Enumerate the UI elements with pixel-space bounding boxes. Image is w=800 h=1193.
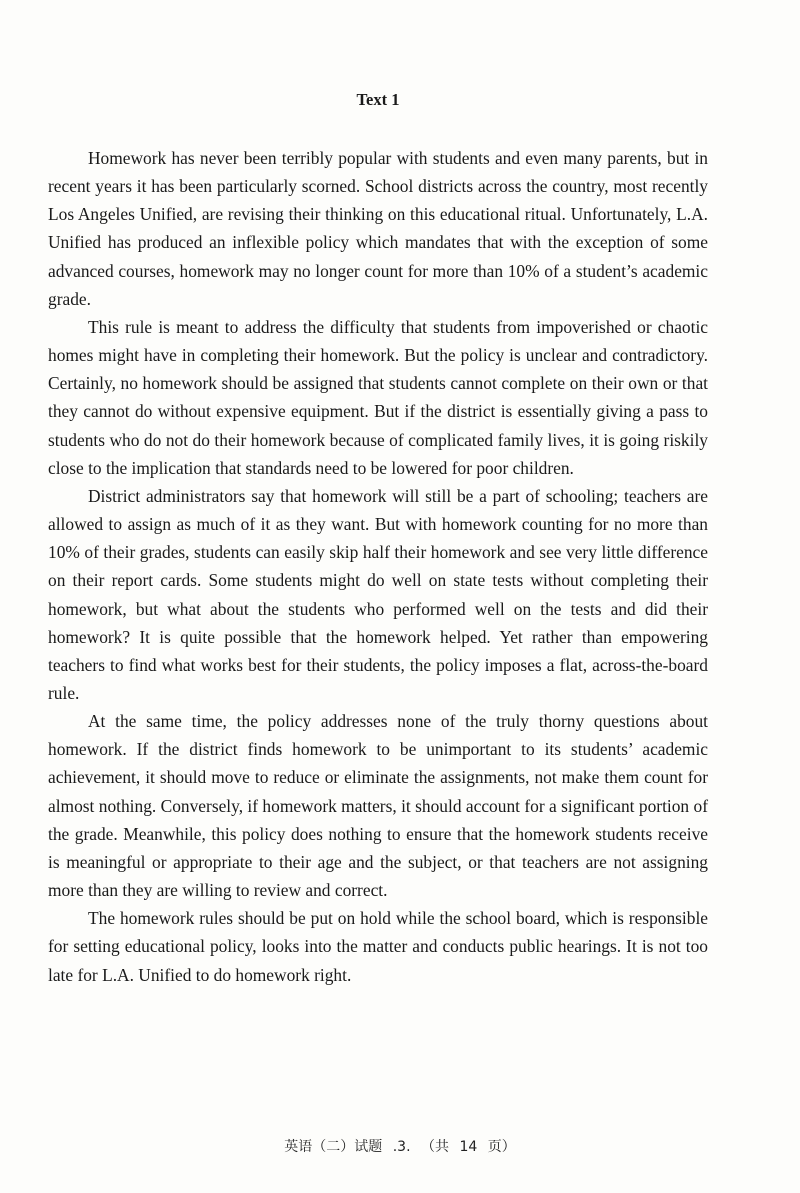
paragraph-4: At the same time, the policy addresses none of the truly thorny questions about homework. If the district finds homework to be unimportant to its students’ academic achievement, it should move to reduce or eliminate the assignments, not make them count for almost nothing. Conversely, if homework matters, it should account for a significant portion of the grade. Meanwhile, this policy does nothing to ensure that the homework students receive is meaningful or appropriate to their age and the subject, or that teachers are not assigning more than they are willing to review and correct.: [48, 711, 708, 901]
document-title: Text 1: [356, 90, 400, 109]
paragraph-1: Homework has never been terribly popular with students and even many parents, but in recent years it has been particularly scorned. School districts across the country, most recently Los Angeles Unified, are revising their thinking on this educational ritual. Unfortunately, L.A. Unified has produced an inflexible policy which mandates that with the exception of some advanced courses, homework may no longer count for more than 10% of a student’s academic grade.: [48, 148, 708, 309]
paragraph-2: This rule is meant to address the difficulty that students from impoverished or chaotic homes might have in completing their homework. But the policy is unclear and contradictory. Certainly, no homework should be assigned that students cannot complete on their own or that they cannot do without expensive equipment. But if the district is essentially giving a pass to students who do not do their homework because of complicated family lives, it is going riskily close to the implication that standards need to be lowered for poor children.: [48, 316, 708, 478]
page-footer: 英语（二）试题 .3. （共 14 页）: [284, 1139, 516, 1155]
paragraph-5: The homework rules should be put on hold while the school board, which is responsible for setting educational policy, looks into the matter and conducts public hearings. It is not too late for L.A. Unified to do homework right.: [48, 908, 708, 985]
paragraph-3: District administrators say that homework will still be a part of schooling; teachers are allowed to assign as much of it as they want. But with homework counting for no more than 10% of their grades, students can easily skip half their homework and see very little difference on their report cards. Some students might do well on state tests without completing their homework, but what about the students who performed well on the tests and did their homework? It is quite possible that the homework helped. Yet rather than empowering teachers to find what works best for their students, the policy imposes a flat, across-the-board rule.: [48, 485, 708, 703]
document-page: [48, 88, 708, 989]
